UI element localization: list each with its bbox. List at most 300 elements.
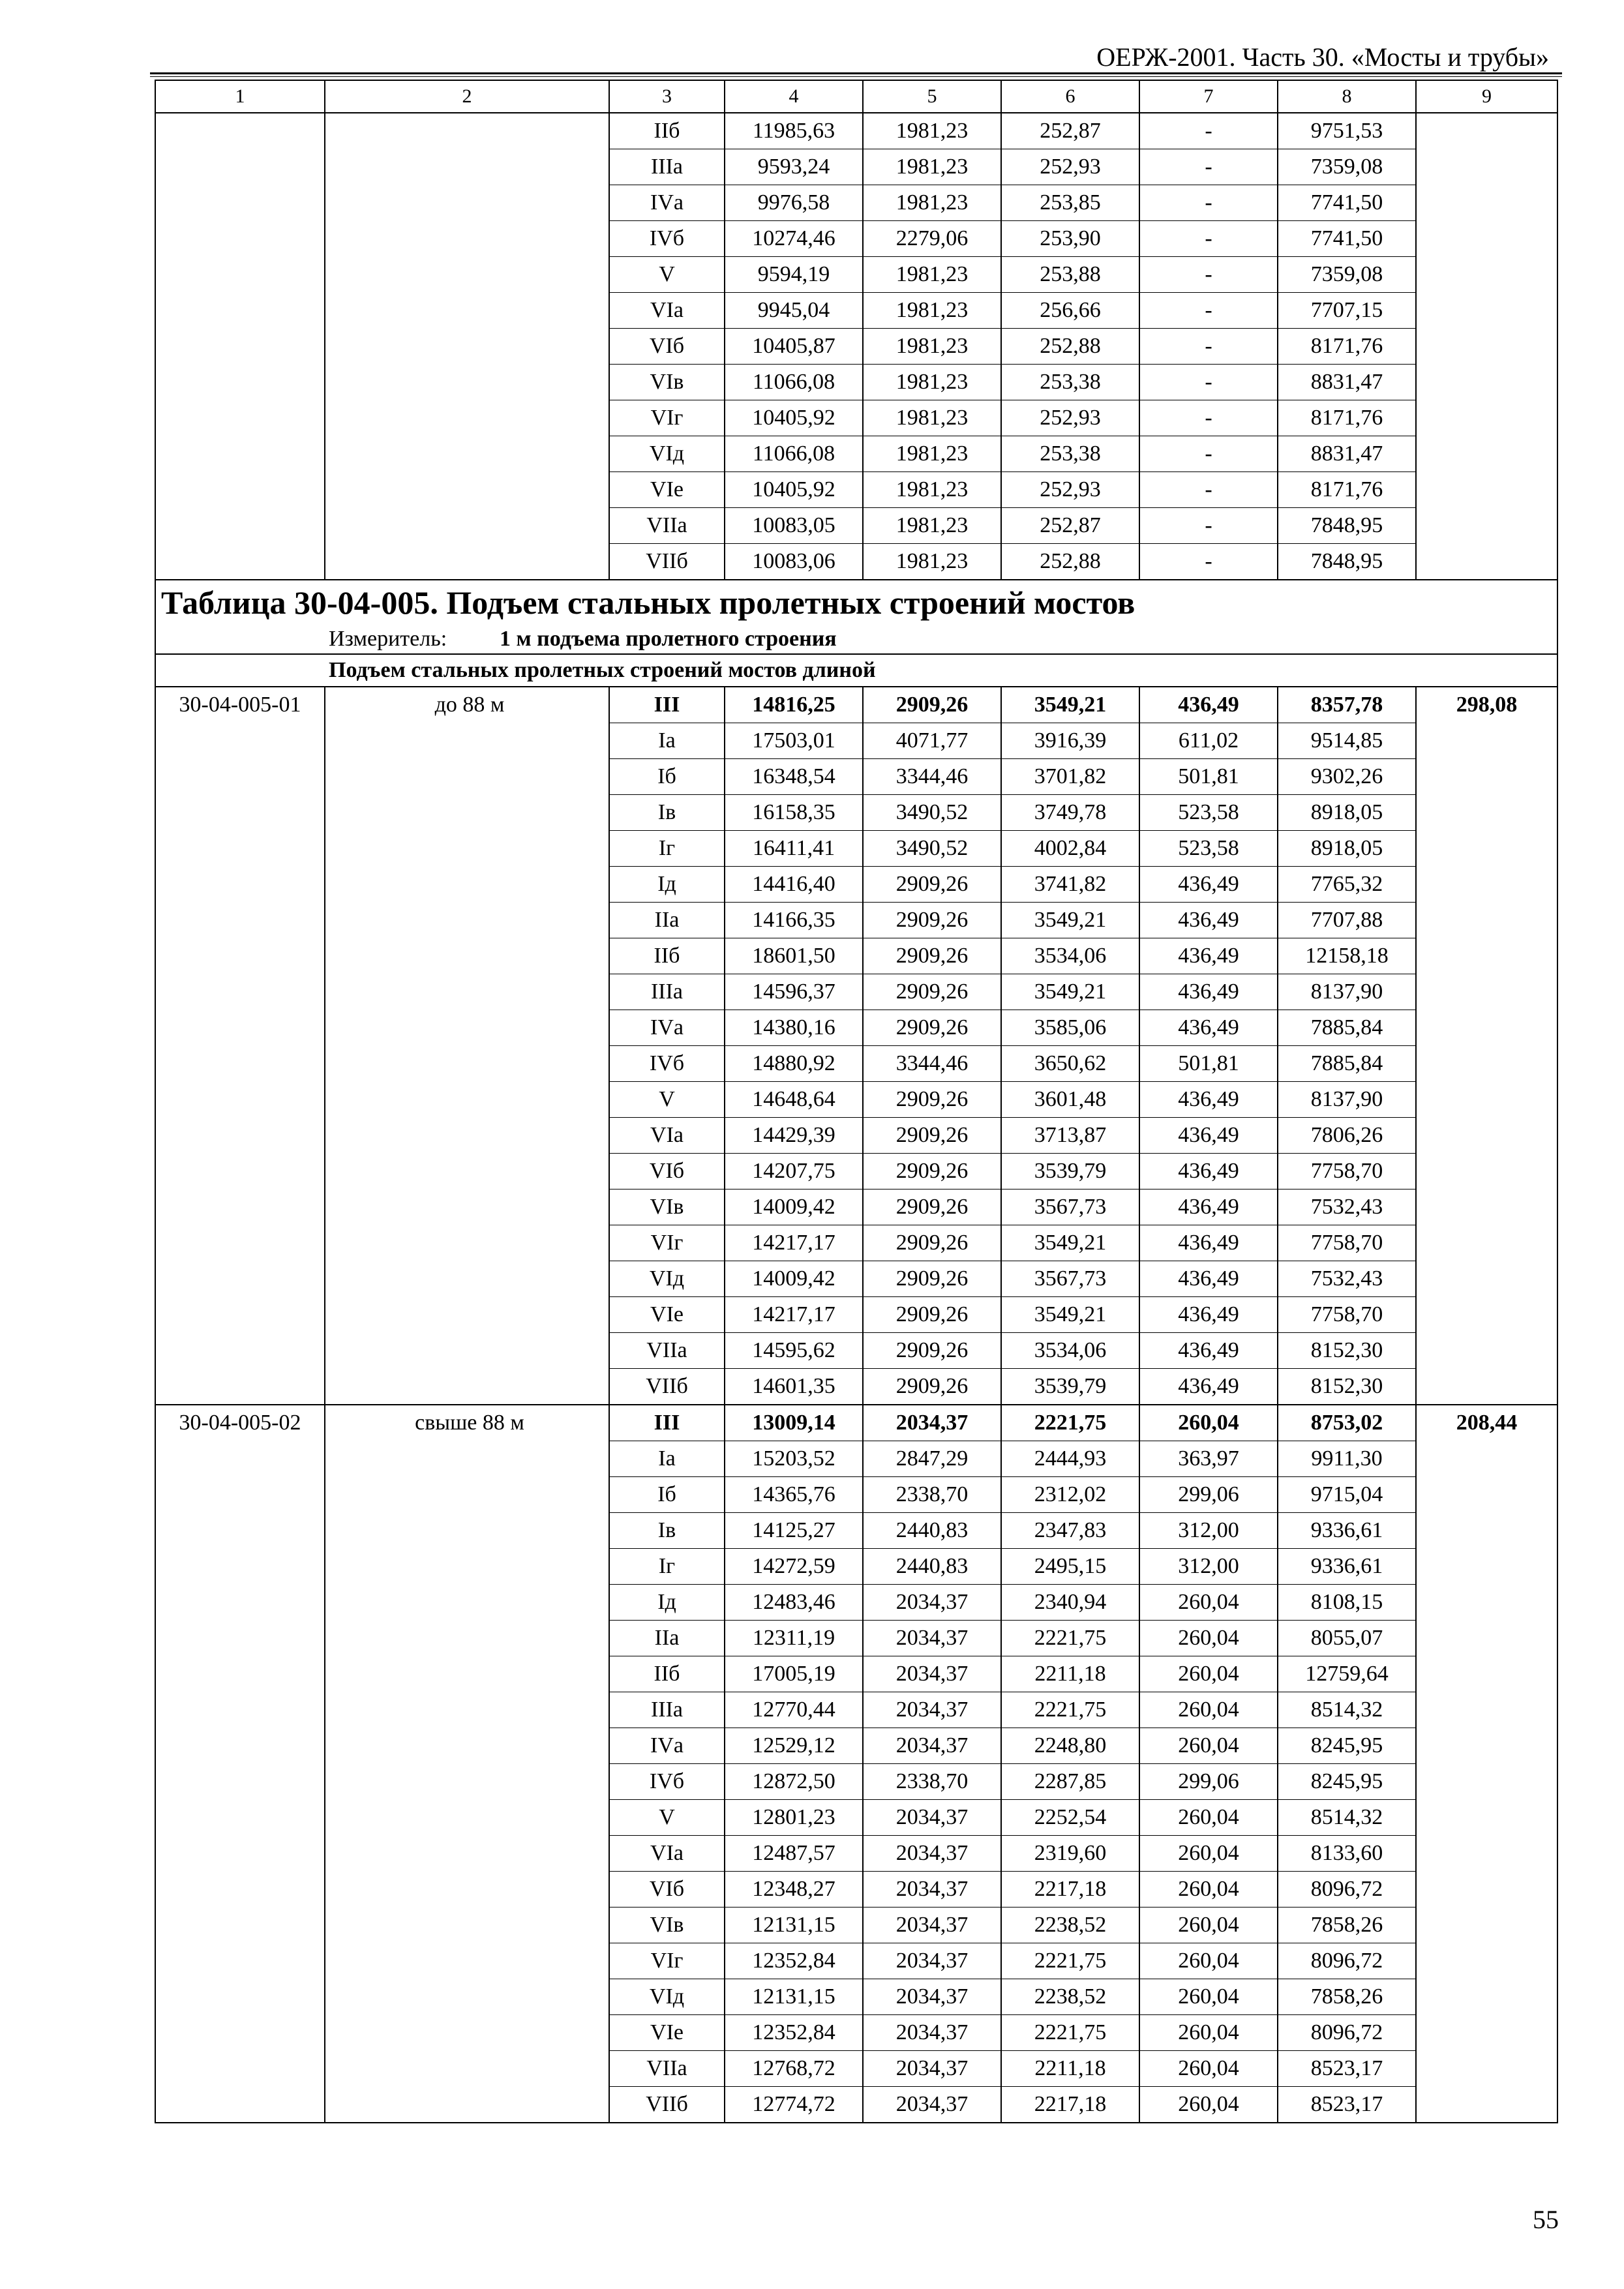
col9-cell xyxy=(1416,221,1557,257)
value-cell: 2340,94 xyxy=(1001,1585,1139,1621)
table-row xyxy=(155,1513,1557,1549)
value-cell: 252,93 xyxy=(1001,472,1139,508)
header-rule-thin xyxy=(150,76,1562,77)
value-cell: 2319,60 xyxy=(1001,1836,1139,1872)
value-cell: 7885,84 xyxy=(1278,1046,1416,1082)
table-row xyxy=(155,1477,1557,1513)
table-row xyxy=(155,1154,1557,1189)
description-cell xyxy=(325,1764,609,1800)
table-row xyxy=(155,2051,1557,2087)
value-cell: 260,04 xyxy=(1139,1836,1278,1872)
value-cell: 3713,87 xyxy=(1001,1118,1139,1154)
col9-cell xyxy=(1416,2051,1557,2087)
value-cell: 3539,79 xyxy=(1001,1154,1139,1189)
value-cell: 10405,87 xyxy=(725,329,863,365)
table-row xyxy=(155,149,1557,185)
code-cell xyxy=(155,1333,325,1369)
value-cell: 2211,18 xyxy=(1001,1656,1139,1692)
column-number: 3 xyxy=(609,80,725,113)
value-cell: 253,85 xyxy=(1001,185,1139,221)
code-cell xyxy=(155,149,325,185)
value-cell: 260,04 xyxy=(1139,1943,1278,1979)
value-cell: 12487,57 xyxy=(725,1836,863,1872)
value-cell: 7532,43 xyxy=(1278,1261,1416,1297)
value-cell: 2211,18 xyxy=(1001,2051,1139,2087)
value-cell: 260,04 xyxy=(1139,2015,1278,2051)
value-cell: 2909,26 xyxy=(863,1261,1001,1297)
value-cell: - xyxy=(1139,221,1278,257)
code-cell xyxy=(155,329,325,365)
code-cell xyxy=(155,400,325,436)
value-cell: 3749,78 xyxy=(1001,795,1139,831)
value-cell: 3549,21 xyxy=(1001,1297,1139,1333)
col9-cell xyxy=(1416,1800,1557,1836)
value-cell: 2221,75 xyxy=(1001,1405,1139,1441)
value-cell: 1981,23 xyxy=(863,472,1001,508)
value-cell: 7359,08 xyxy=(1278,257,1416,293)
section-subtitle-row xyxy=(155,654,1557,687)
zone-cell: VIа xyxy=(609,1836,725,1872)
table-title: Таблица 30-04-005. Подъем стальных пролетных строений мостов xyxy=(155,580,1557,625)
zone-cell: III xyxy=(609,687,725,723)
value-cell: 7848,95 xyxy=(1278,544,1416,580)
description-cell xyxy=(325,365,609,400)
code-cell xyxy=(155,365,325,400)
zone-cell: VIе xyxy=(609,1297,725,1333)
value-cell: 3567,73 xyxy=(1001,1261,1139,1297)
value-cell: 2338,70 xyxy=(863,1477,1001,1513)
value-cell: 11066,08 xyxy=(725,436,863,472)
value-cell: 2847,29 xyxy=(863,1441,1001,1477)
zone-cell: VIIа xyxy=(609,2051,725,2087)
value-cell: 2909,26 xyxy=(863,1154,1001,1189)
column-number: 2 xyxy=(325,80,609,113)
value-cell: 252,87 xyxy=(1001,508,1139,544)
table-row xyxy=(155,867,1557,903)
code-cell xyxy=(155,974,325,1010)
value-cell: 3549,21 xyxy=(1001,974,1139,1010)
value-cell: 8831,47 xyxy=(1278,365,1416,400)
table-row xyxy=(155,1764,1557,1800)
value-cell: - xyxy=(1139,436,1278,472)
zone-cell: V xyxy=(609,1800,725,1836)
value-cell: 252,87 xyxy=(1001,113,1139,149)
zone-cell: Iг xyxy=(609,1549,725,1585)
header-rule xyxy=(150,72,1562,74)
value-cell: 436,49 xyxy=(1139,1189,1278,1225)
zone-cell: III xyxy=(609,1405,725,1441)
value-cell: 7858,26 xyxy=(1278,1908,1416,1943)
zone-cell: VIв xyxy=(609,365,725,400)
zone-cell: IVб xyxy=(609,1046,725,1082)
table-row xyxy=(155,903,1557,938)
measure-label: Измеритель: xyxy=(329,627,447,651)
code-cell: 30-04-005-02 xyxy=(155,1405,325,1441)
value-cell: 436,49 xyxy=(1139,687,1278,723)
value-cell: 8137,90 xyxy=(1278,1082,1416,1118)
column-number: 6 xyxy=(1001,80,1139,113)
value-cell: - xyxy=(1139,508,1278,544)
col9-cell xyxy=(1416,1297,1557,1333)
zone-cell: V xyxy=(609,257,725,293)
value-cell: 14595,62 xyxy=(725,1333,863,1369)
col9-cell xyxy=(1416,508,1557,544)
code-cell xyxy=(155,2051,325,2087)
description-cell xyxy=(325,1585,609,1621)
value-cell: 7885,84 xyxy=(1278,1010,1416,1046)
running-header: ОЕРЖ-2001. Часть 30. «Мосты и трубы» xyxy=(1096,42,1549,72)
value-cell: 2217,18 xyxy=(1001,2087,1139,2123)
zone-cell: IVа xyxy=(609,1728,725,1764)
col9-cell xyxy=(1416,2015,1557,2051)
description-cell xyxy=(325,1082,609,1118)
description-cell xyxy=(325,1154,609,1189)
value-cell: - xyxy=(1139,293,1278,329)
col9-cell xyxy=(1416,974,1557,1010)
value-cell: 436,49 xyxy=(1139,867,1278,903)
value-cell: 436,49 xyxy=(1139,974,1278,1010)
description-cell: до 88 м xyxy=(325,687,609,723)
table-row xyxy=(155,1189,1557,1225)
col9-cell xyxy=(1416,938,1557,974)
col9-cell xyxy=(1416,400,1557,436)
value-cell: - xyxy=(1139,257,1278,293)
value-cell: 253,88 xyxy=(1001,257,1139,293)
zone-cell: Iа xyxy=(609,1441,725,1477)
value-cell: 16158,35 xyxy=(725,795,863,831)
table-row xyxy=(155,1010,1557,1046)
value-cell: 3344,46 xyxy=(863,759,1001,795)
value-cell: 2034,37 xyxy=(863,1979,1001,2015)
value-cell: 14880,92 xyxy=(725,1046,863,1082)
value-cell: 2909,26 xyxy=(863,974,1001,1010)
value-cell: 12768,72 xyxy=(725,2051,863,2087)
value-cell: 2347,83 xyxy=(1001,1513,1139,1549)
value-cell: 2909,26 xyxy=(863,1225,1001,1261)
value-cell: 312,00 xyxy=(1139,1549,1278,1585)
value-cell: 252,93 xyxy=(1001,149,1139,185)
value-cell: 14125,27 xyxy=(725,1513,863,1549)
value-cell: 3916,39 xyxy=(1001,723,1139,759)
value-cell: 14272,59 xyxy=(725,1549,863,1585)
value-cell: 7858,26 xyxy=(1278,1979,1416,2015)
value-cell: 7741,50 xyxy=(1278,221,1416,257)
value-cell: 2248,80 xyxy=(1001,1728,1139,1764)
value-cell: 17005,19 xyxy=(725,1656,863,1692)
value-cell: 8096,72 xyxy=(1278,1943,1416,1979)
code-cell xyxy=(155,1441,325,1477)
value-cell: 256,66 xyxy=(1001,293,1139,329)
code-cell xyxy=(155,1549,325,1585)
value-cell: 14009,42 xyxy=(725,1261,863,1297)
value-cell: 14416,40 xyxy=(725,867,863,903)
table-row xyxy=(155,472,1557,508)
description-cell xyxy=(325,1513,609,1549)
value-cell: 8514,32 xyxy=(1278,1800,1416,1836)
code-cell xyxy=(155,723,325,759)
code-cell xyxy=(155,1800,325,1836)
zone-cell: VIа xyxy=(609,293,725,329)
value-cell: 2221,75 xyxy=(1001,1692,1139,1728)
table-row xyxy=(155,1621,1557,1656)
description-cell xyxy=(325,508,609,544)
value-cell: 2909,26 xyxy=(863,1333,1001,1369)
value-cell: 523,58 xyxy=(1139,831,1278,867)
value-cell: 8171,76 xyxy=(1278,400,1416,436)
value-cell: 8245,95 xyxy=(1278,1728,1416,1764)
table-row xyxy=(155,1585,1557,1621)
value-cell: 3539,79 xyxy=(1001,1369,1139,1405)
value-cell: 2034,37 xyxy=(863,1692,1001,1728)
value-cell: 252,93 xyxy=(1001,400,1139,436)
table-row xyxy=(155,1979,1557,2015)
value-cell: 12770,44 xyxy=(725,1692,863,1728)
value-cell: 2034,37 xyxy=(863,1656,1001,1692)
table-body xyxy=(155,80,1557,2123)
code-cell xyxy=(155,293,325,329)
value-cell: 9594,19 xyxy=(725,257,863,293)
value-cell: 1981,23 xyxy=(863,436,1001,472)
description-cell xyxy=(325,257,609,293)
value-cell: 436,49 xyxy=(1139,1297,1278,1333)
table-row xyxy=(155,221,1557,257)
col9-cell xyxy=(1416,257,1557,293)
table-row xyxy=(155,1082,1557,1118)
measure-value: 1 м подъема пролетного строения xyxy=(500,627,837,651)
description-cell xyxy=(325,1549,609,1585)
value-cell: 2909,26 xyxy=(863,903,1001,938)
code-cell xyxy=(155,544,325,580)
col9-cell xyxy=(1416,1333,1557,1369)
value-cell: 312,00 xyxy=(1139,1513,1278,1549)
table-row xyxy=(155,544,1557,580)
value-cell: 501,81 xyxy=(1139,1046,1278,1082)
value-cell: 14207,75 xyxy=(725,1154,863,1189)
value-cell: - xyxy=(1139,149,1278,185)
value-cell: 16348,54 xyxy=(725,759,863,795)
description-cell xyxy=(325,400,609,436)
value-cell: 7741,50 xyxy=(1278,185,1416,221)
value-cell: 2034,37 xyxy=(863,1800,1001,1836)
code-cell xyxy=(155,867,325,903)
description-cell xyxy=(325,472,609,508)
zone-cell: VIIб xyxy=(609,1369,725,1405)
description-cell xyxy=(325,759,609,795)
value-cell: 2909,26 xyxy=(863,1189,1001,1225)
code-cell xyxy=(155,1585,325,1621)
value-cell: 3741,82 xyxy=(1001,867,1139,903)
description-cell xyxy=(325,1010,609,1046)
value-cell: 14009,42 xyxy=(725,1189,863,1225)
value-cell: 260,04 xyxy=(1139,1979,1278,2015)
value-cell: 2034,37 xyxy=(863,1943,1001,1979)
zone-cell: IVб xyxy=(609,221,725,257)
value-cell: 10274,46 xyxy=(725,221,863,257)
value-cell: 12759,64 xyxy=(1278,1656,1416,1692)
col9-cell xyxy=(1416,544,1557,580)
zone-cell: IVа xyxy=(609,185,725,221)
description-cell xyxy=(325,1297,609,1333)
value-cell: 1981,23 xyxy=(863,508,1001,544)
value-cell: 1981,23 xyxy=(863,365,1001,400)
code-cell xyxy=(155,1154,325,1189)
value-cell: 2440,83 xyxy=(863,1549,1001,1585)
table-row xyxy=(155,687,1557,723)
table-row xyxy=(155,938,1557,974)
value-cell: 2221,75 xyxy=(1001,1621,1139,1656)
value-cell: 2495,15 xyxy=(1001,1549,1139,1585)
value-cell: 260,04 xyxy=(1139,2051,1278,2087)
col9-cell xyxy=(1416,1082,1557,1118)
value-cell: 501,81 xyxy=(1139,759,1278,795)
value-cell: 13009,14 xyxy=(725,1405,863,1441)
col9-cell xyxy=(1416,293,1557,329)
col9-cell xyxy=(1416,1656,1557,1692)
table-row xyxy=(155,1872,1557,1908)
description-cell xyxy=(325,1979,609,2015)
value-cell: 1981,23 xyxy=(863,400,1001,436)
table-row xyxy=(155,2087,1557,2123)
value-cell: 8055,07 xyxy=(1278,1621,1416,1656)
measure-row xyxy=(155,625,1557,654)
table-row xyxy=(155,1549,1557,1585)
col9-cell xyxy=(1416,1477,1557,1513)
code-cell xyxy=(155,831,325,867)
value-cell: 2909,26 xyxy=(863,867,1001,903)
value-cell: 2909,26 xyxy=(863,1010,1001,1046)
col9-cell xyxy=(1416,1872,1557,1908)
value-cell: 3701,82 xyxy=(1001,759,1139,795)
value-cell: 7707,88 xyxy=(1278,903,1416,938)
value-cell: 3601,48 xyxy=(1001,1082,1139,1118)
zone-cell: IIIа xyxy=(609,974,725,1010)
value-cell: 14648,64 xyxy=(725,1082,863,1118)
value-cell: - xyxy=(1139,185,1278,221)
zone-cell: Iд xyxy=(609,1585,725,1621)
value-cell: 9336,61 xyxy=(1278,1513,1416,1549)
code-cell xyxy=(155,1010,325,1046)
table-row xyxy=(155,795,1557,831)
col9-cell xyxy=(1416,1046,1557,1082)
code-cell: 30-04-005-01 xyxy=(155,687,325,723)
zone-cell: IVб xyxy=(609,1764,725,1800)
value-cell: 436,49 xyxy=(1139,1261,1278,1297)
value-cell: 3549,21 xyxy=(1001,903,1139,938)
value-cell: 11985,63 xyxy=(725,113,863,149)
code-cell xyxy=(155,472,325,508)
table-row xyxy=(155,1800,1557,1836)
value-cell: 2034,37 xyxy=(863,1405,1001,1441)
zone-cell: VIв xyxy=(609,1189,725,1225)
col9-cell xyxy=(1416,1549,1557,1585)
code-cell xyxy=(155,1082,325,1118)
description-cell xyxy=(325,436,609,472)
description-cell xyxy=(325,1477,609,1513)
table-row xyxy=(155,1943,1557,1979)
value-cell: 2440,83 xyxy=(863,1513,1001,1549)
value-cell: 12529,12 xyxy=(725,1728,863,1764)
table-row xyxy=(155,723,1557,759)
col9-cell xyxy=(1416,1225,1557,1261)
table-row xyxy=(155,329,1557,365)
value-cell: 260,04 xyxy=(1139,1800,1278,1836)
code-cell xyxy=(155,113,325,149)
col9-cell xyxy=(1416,1261,1557,1297)
col9-cell xyxy=(1416,759,1557,795)
description-cell xyxy=(325,1333,609,1369)
code-cell xyxy=(155,257,325,293)
table-row xyxy=(155,508,1557,544)
value-cell: 12158,18 xyxy=(1278,938,1416,974)
value-cell: 12483,46 xyxy=(725,1585,863,1621)
value-cell: 260,04 xyxy=(1139,1728,1278,1764)
value-cell: 3490,52 xyxy=(863,831,1001,867)
col9-cell xyxy=(1416,795,1557,831)
col9-cell xyxy=(1416,831,1557,867)
zone-cell: VIг xyxy=(609,1225,725,1261)
section-subtitle: Подъем стальных пролетных строений мостов длиной xyxy=(329,658,876,682)
value-cell: 1981,23 xyxy=(863,185,1001,221)
zone-cell: IIб xyxy=(609,938,725,974)
col9-cell xyxy=(1416,1369,1557,1405)
table-title-row xyxy=(155,580,1557,625)
description-cell xyxy=(325,2015,609,2051)
value-cell: 14601,35 xyxy=(725,1369,863,1405)
description-cell xyxy=(325,185,609,221)
value-cell: 436,49 xyxy=(1139,938,1278,974)
column-number: 5 xyxy=(863,80,1001,113)
value-cell: 7707,15 xyxy=(1278,293,1416,329)
value-cell: 260,04 xyxy=(1139,2087,1278,2123)
value-cell: 8523,17 xyxy=(1278,2087,1416,2123)
value-cell: 9911,30 xyxy=(1278,1441,1416,1477)
code-cell xyxy=(155,1621,325,1656)
value-cell: 2034,37 xyxy=(863,2087,1001,2123)
description-cell xyxy=(325,1225,609,1261)
col9-cell xyxy=(1416,436,1557,472)
zone-cell: VIб xyxy=(609,1872,725,1908)
zone-cell: Iв xyxy=(609,1513,725,1549)
value-cell: 2034,37 xyxy=(863,2015,1001,2051)
description-cell xyxy=(325,2051,609,2087)
code-cell xyxy=(155,1369,325,1405)
value-cell: 436,49 xyxy=(1139,1010,1278,1046)
value-cell: 8523,17 xyxy=(1278,2051,1416,2087)
value-cell: 7848,95 xyxy=(1278,508,1416,544)
value-cell: - xyxy=(1139,544,1278,580)
measure-cell xyxy=(155,625,1557,654)
value-cell: 260,04 xyxy=(1139,1621,1278,1656)
zone-cell: VIб xyxy=(609,329,725,365)
col9-cell xyxy=(1416,472,1557,508)
value-cell: 299,06 xyxy=(1139,1477,1278,1513)
value-cell: 2034,37 xyxy=(863,1728,1001,1764)
value-cell: 7765,32 xyxy=(1278,867,1416,903)
table-row xyxy=(155,257,1557,293)
value-cell: - xyxy=(1139,113,1278,149)
value-cell: 8357,78 xyxy=(1278,687,1416,723)
table-row xyxy=(155,1261,1557,1297)
col9-cell xyxy=(1416,867,1557,903)
description-cell xyxy=(325,1046,609,1082)
value-cell: 1981,23 xyxy=(863,293,1001,329)
description-cell xyxy=(325,113,609,149)
zone-cell: VIе xyxy=(609,472,725,508)
zone-cell: Iа xyxy=(609,723,725,759)
description-cell xyxy=(325,1728,609,1764)
value-cell: 253,38 xyxy=(1001,365,1139,400)
code-cell xyxy=(155,508,325,544)
